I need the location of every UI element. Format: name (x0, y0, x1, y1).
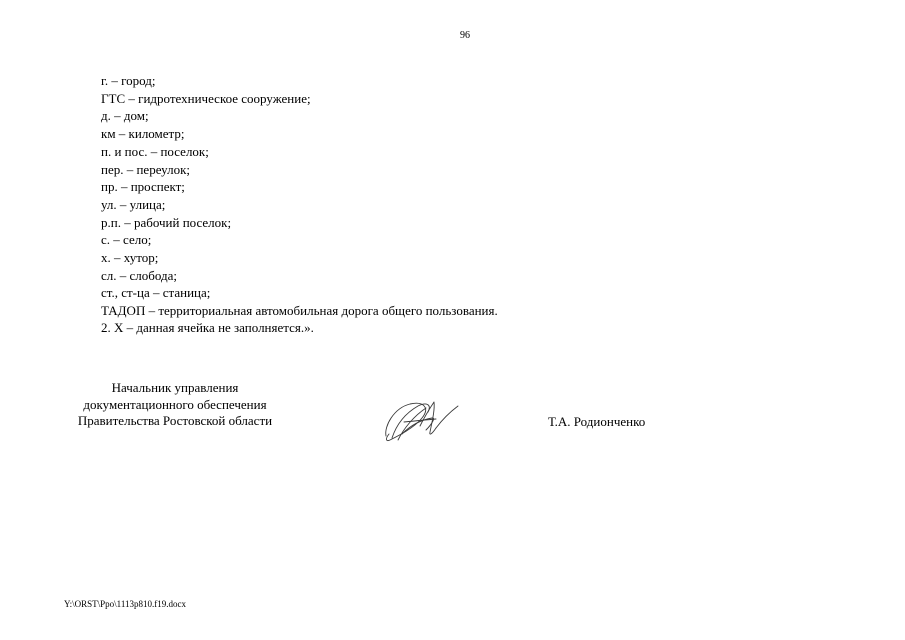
page-number: 96 (460, 30, 470, 41)
abbreviation-item: п. и пос. – поселок; (101, 143, 209, 159)
abbreviation-item: ул. – улица; (101, 196, 166, 212)
abbreviation-item: ст., ст-ца – станица; (101, 285, 211, 301)
abbreviation-item: ТАДОП – территориальная автомобильная дорога общего пользования. (101, 303, 498, 319)
abbreviation-item: с. – село; (101, 232, 152, 248)
signer-name: Т.А. Родионченко (548, 414, 646, 429)
footer-file-path: Y:\ORST\Ppo\1113p810.f19.docx (64, 599, 187, 609)
note-text: 2. Х – данная ячейка не заполняется.». (101, 320, 314, 335)
abbreviation-item: ГТС – гидротехническое сооружение; (101, 90, 311, 106)
abbreviation-item: г. – город; (101, 73, 156, 88)
position-line: Правительства Ростовской области (77, 413, 273, 428)
abbreviation-item: р.п. – рабочий поселок; (101, 214, 232, 230)
abbreviation-item: пер. – переулок; (101, 161, 190, 177)
abbreviation-list (101, 72, 498, 320)
abbreviation-item: км – километр; (101, 126, 185, 142)
abbreviation-item: д. – дом; (101, 108, 149, 124)
position-line: Начальник управления (111, 380, 239, 395)
abbreviation-item: пр. – проспект; (101, 179, 185, 195)
abbreviation-item: х. – хутор; (101, 250, 159, 266)
abbreviation-item: сл. – слобода; (101, 267, 178, 283)
signatory-position (50, 380, 300, 430)
position-line: документационного обеспечения (83, 396, 267, 412)
handwritten-signature (380, 396, 460, 446)
